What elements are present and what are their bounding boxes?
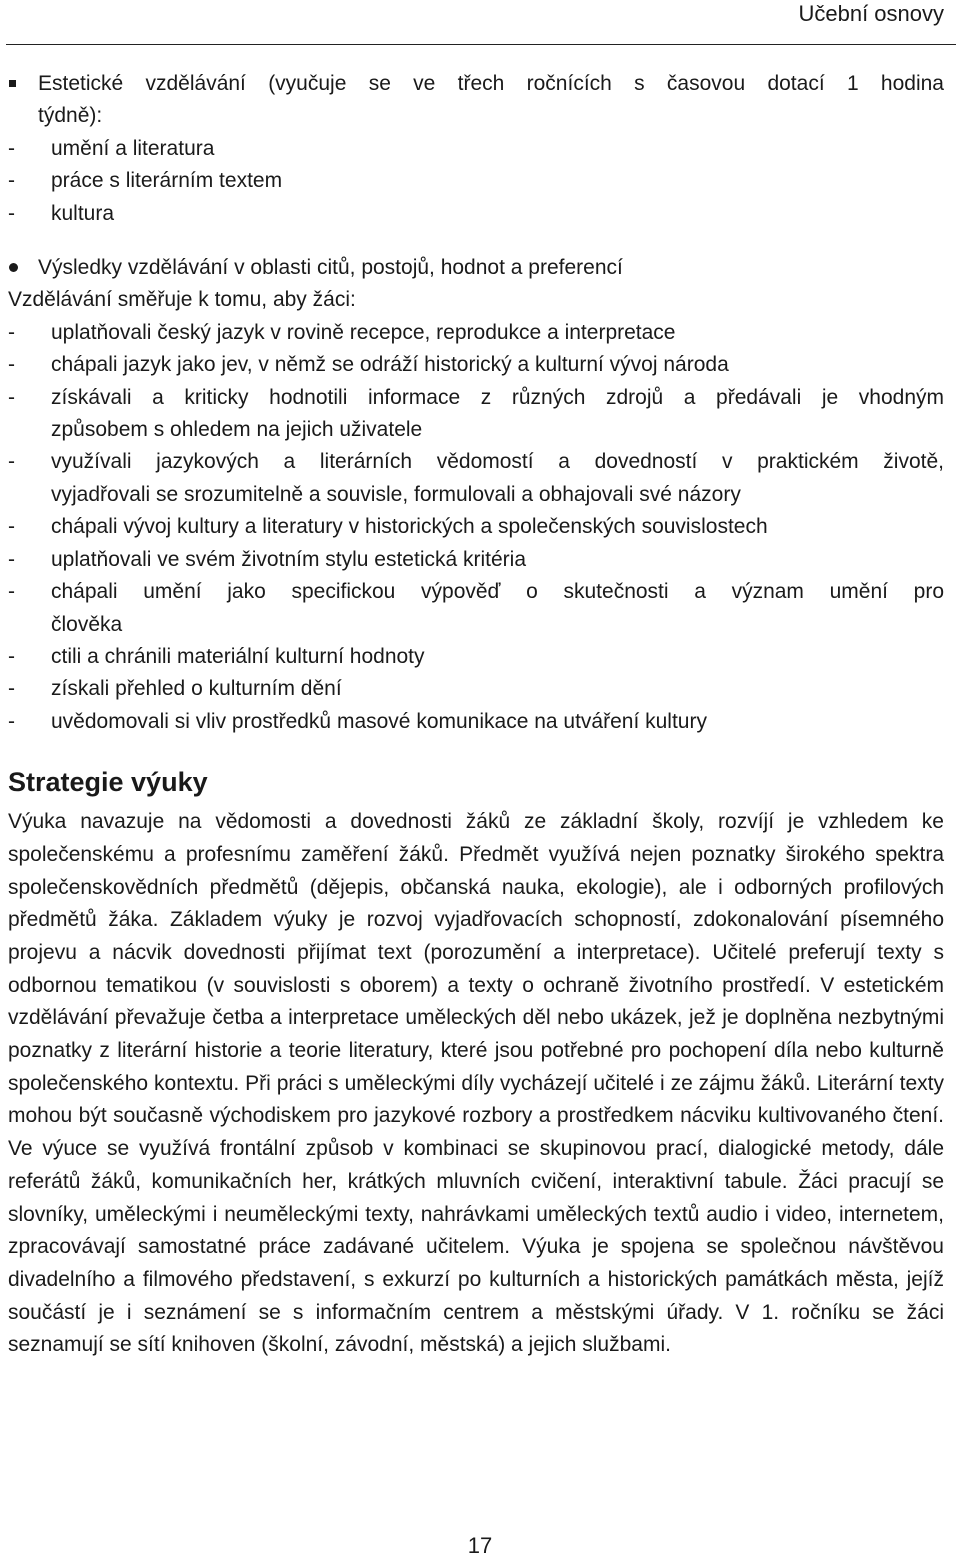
list-item-text-cont: způsobem s ohledem na jejich uživatele <box>51 418 423 442</box>
list-item <box>8 382 944 447</box>
round-bullet-icon <box>8 252 38 284</box>
dash-marker: - <box>8 320 15 344</box>
list-item-text: získávali a kriticky hodnotili informace z různých zdrojů a předávali je vhodným <box>51 385 944 409</box>
dash-marker: - <box>8 677 15 701</box>
list-item <box>8 133 944 165</box>
page-number: 17 <box>467 1533 493 1558</box>
list-item <box>8 317 944 349</box>
round-bullet-item <box>8 252 944 284</box>
bullet-heading: Výsledky vzdělávání v oblasti citů, postojů, hodnot a preferencí <box>38 256 623 280</box>
header-divider <box>6 44 956 45</box>
list-item-text: uvědomovali si vliv prostředků masové komunikace na utváření kultury <box>51 709 707 733</box>
square-bullet-item <box>8 68 944 133</box>
list-item <box>8 165 944 197</box>
dash-marker: - <box>8 169 15 193</box>
list-item-text: umění a literatura <box>51 136 215 160</box>
dash-marker: - <box>8 450 15 474</box>
list-item <box>8 706 944 738</box>
dash-marker: - <box>8 385 15 409</box>
list-item <box>8 673 944 705</box>
list-item-text: chápali jazyk jako jev, v němž se odráží historický a kulturní vývoj národa <box>51 353 729 377</box>
square-bullet-icon <box>8 68 38 133</box>
learning-outcomes-block <box>8 252 944 738</box>
intro-line: Vzdělávání směřuje k tomu, aby žáci: <box>8 288 356 312</box>
list-item-text: získali přehled o kulturním dění <box>51 677 342 701</box>
list-item <box>8 511 944 543</box>
dash-marker: - <box>8 515 15 539</box>
dash-marker: - <box>8 580 15 604</box>
list-item-text-cont: člověka <box>51 612 123 636</box>
list-item-text: chápali umění jako specifickou výpověď o skutečnosti a význam umění pro <box>51 580 944 604</box>
running-header-title: Učební osnovy <box>798 1 944 26</box>
dash-marker: - <box>8 136 15 160</box>
list-item-text: uplatňovali ve svém životním stylu estetická kritéria <box>51 547 527 571</box>
aesthetic-education-block <box>8 68 944 230</box>
dash-marker: - <box>8 547 15 571</box>
list-item <box>8 576 944 641</box>
dash-marker: - <box>8 201 15 225</box>
list-item-text: práce s literárním textem <box>51 169 283 193</box>
list-item <box>8 446 944 511</box>
dash-marker: - <box>8 644 15 668</box>
strategy-paragraph: Výuka navazuje na vědomosti a dovednosti žáků ze základní školy, rozvíjí je vzhledem ke společenskému a profesnímu zaměření žáků. Předmět využívá nejen poznatky širokého spektra společenskovědních předmětů (dějepis, občanská nauka, ekologie), ale i odborných profilových předmětů žáka. Základem výuky je rozvoj vyjadřovacích schopností, zdokonalování písemného projevu a nácvik dovednosti přijímat text (porozumění a interpretace). Učitelé preferují texty s odbornou tematikou (v souvislosti s oborem) a texty o ochraně životního prostředí. V estetickém vzdělávání převažuje četba a interpretace uměleckých děl nebo ukázek, jež je doplněna nezbytnými poznatky z literární historie a teorie literatury, které jsou potřebné pro pochopení díla nebo kulturně společenského kontextu. Při práci s uměleckými díly vycházejí učitelé i ze zájmu žáků. Literární texty mohou být současně východiskem pro jazykové rozbory a prostředkem nácviku kultivovaného čtení. Ve výuce se využívá frontální způsob v kombinaci se skupinovou prací, dialogické metody, dále referátů žáků, komunikačních her, krátkých mluvních cvičení, interaktivní tabule. Žáci pracují se slovníky, uměleckými i neuměleckými texty, nahrávkami uměleckých textů audio i video, internetem, zpracovávají samostatné práce zadávané učitelem. Výuka je spojena se společnou návštěvou divadelního a filmového představení, s exkurzí po kulturních a historických památkách města, jejíž součástí je i seznámení se s informačním centrem a městskými úřady. V 1. ročníku se žáci seznamují se sítí knihoven (školní, závodní, městská) a jejich službami. <box>8 810 944 1357</box>
list-item-text: ctili a chránili materiální kulturní hodnoty <box>51 644 425 668</box>
bullet-text-line-1: Estetické vzdělávání (vyučuje se ve třech ročnících s časovou dotací 1 hodina <box>38 72 944 95</box>
list-item-text: uplatňovali český jazyk v rovině recepce, reprodukce a interpretace <box>51 320 676 344</box>
list-item-text: chápali vývoj kultury a literatury v historických a společenských souvislostech <box>51 515 768 539</box>
list-item-text-cont: vyjadřovali se srozumitelně a souvisle, formulovali a obhajovali své názory <box>51 482 741 506</box>
section-heading: Strategie výuky <box>8 767 208 798</box>
list-item <box>8 349 944 381</box>
page-content <box>8 68 944 1362</box>
bullet-text-line-2: týdně): <box>38 104 103 128</box>
list-item <box>8 544 944 576</box>
list-item-text: využívali jazykových a literárních vědomostí a dovedností v praktickém životě, <box>51 450 944 474</box>
dash-marker: - <box>8 709 15 733</box>
list-item <box>8 641 944 673</box>
list-item <box>8 198 944 230</box>
list-item-text: kultura <box>51 201 115 225</box>
dash-marker: - <box>8 353 15 377</box>
